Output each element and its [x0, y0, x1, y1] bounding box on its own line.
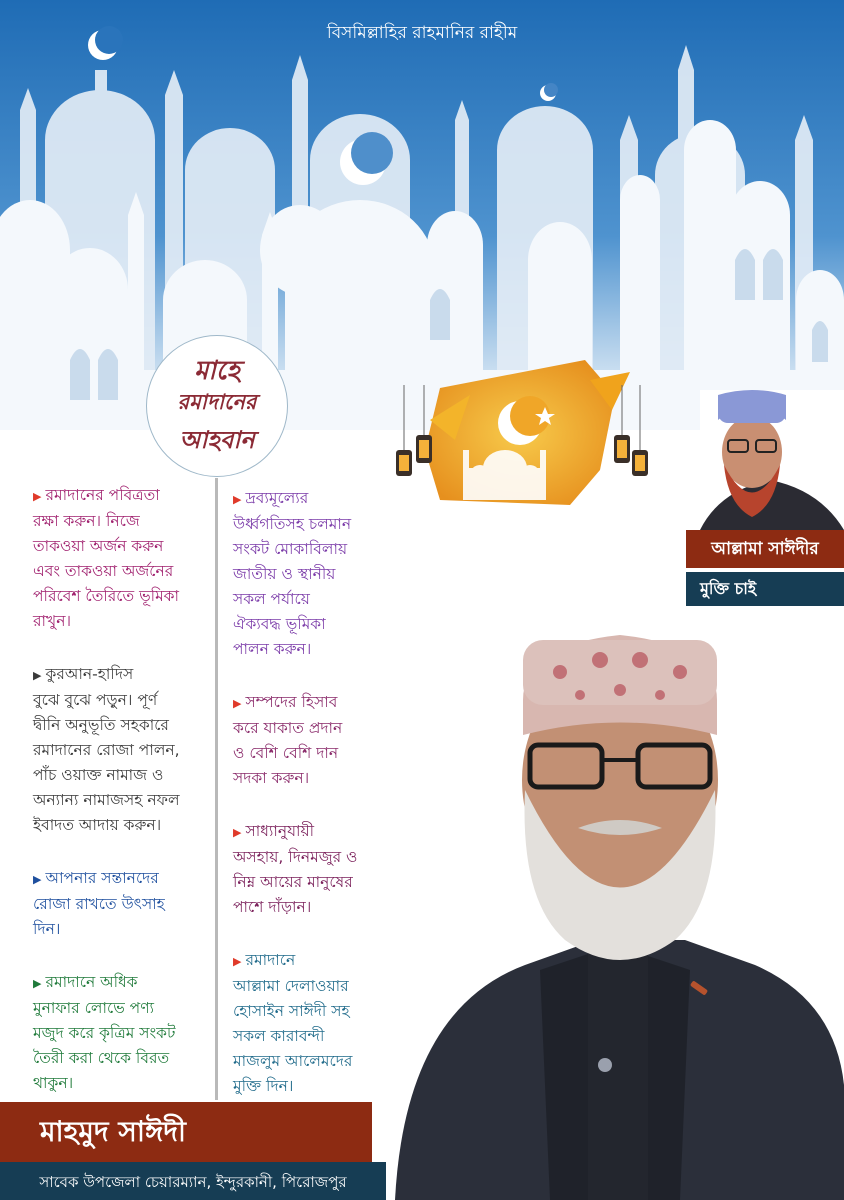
bismillah-text: বিসমিল্লাহির রাহমানির রাহীম [326, 23, 518, 43]
message-item [233, 819, 398, 920]
message-line: বুঝে বুঝে পড়ুন। পূর্ণ [33, 691, 158, 709]
left-column [33, 483, 213, 1124]
message-line: আল্লামা দেলাওয়ার [233, 977, 349, 995]
bullet-arrow-icon: ▶ [33, 490, 42, 503]
message-line: সকল পর্যায়ে [233, 590, 310, 608]
portrait-small [700, 390, 844, 530]
message-line [33, 866, 213, 892]
message-item [233, 690, 398, 791]
message-line: হোসাইন সাঈদী সহ [233, 1002, 350, 1020]
message-line: রমাদানের রোজা পালন, [33, 741, 180, 759]
bullet-arrow-icon: ▶ [233, 955, 242, 968]
portrait-main [395, 635, 844, 1200]
message-line: অসহায়, দিনমজুর ও [233, 848, 358, 866]
message-line: মজুদ করে কৃত্রিম সংকট [33, 1024, 176, 1042]
message-line: এবং তাকওয়া অর্জনের [33, 562, 174, 580]
message-line [233, 819, 398, 845]
bullet-arrow-icon: ▶ [233, 493, 242, 506]
designation-bar [0, 1162, 386, 1200]
message-line: পাঁচ ওয়াক্ত নামাজ ও [33, 766, 164, 784]
message-line [33, 483, 213, 509]
message-line: মুনাফার লোভে পণ্য [33, 999, 155, 1017]
bullet-arrow-icon: ▶ [233, 697, 242, 710]
message-line: পরিবেশ তৈরিতে ভূমিকা [33, 587, 180, 605]
message-line [233, 948, 398, 974]
message-line: ইবাদত আদায় করুন। [33, 816, 162, 834]
message-line: ও বেশি বেশি দান [233, 744, 339, 762]
message-line: তাকওয়া অর্জন করুন [33, 537, 164, 555]
message-line: উর্ধ্বগতিসহ চলমান [233, 515, 352, 533]
message-line: নিম্ন আয়ের মানুষের [233, 873, 353, 891]
message-item [33, 662, 213, 838]
message-item [33, 866, 213, 942]
bullet-arrow-icon: ▶ [33, 669, 42, 682]
message-text: সম্পদের হিসাব [245, 693, 338, 711]
message-line: পালন করুন। [233, 640, 312, 658]
message-line: সদকা করুন। [233, 769, 310, 787]
title-badge [146, 335, 288, 477]
message-line: পাশে দাঁড়ান। [233, 898, 312, 916]
title-line-1: মাহে [193, 356, 241, 386]
message-line: মাজলুম আলেমদের [233, 1052, 353, 1070]
message-line [33, 970, 213, 996]
message-text: রমাদানে [245, 951, 296, 969]
message-line: ঐক্যবদ্ধ ভূমিকা [233, 615, 326, 633]
message-item [233, 948, 398, 1099]
message-line [33, 662, 213, 688]
message-text: কুরআন-হাদিস [45, 665, 134, 683]
release-banner-line-1: আল্লামা সাঈদীর [686, 530, 844, 568]
name-bar [0, 1102, 372, 1162]
message-line: রাখুন। [33, 612, 71, 630]
message-line: রক্ষা করুন। নিজে [33, 512, 140, 530]
bullet-arrow-icon: ▶ [233, 826, 242, 839]
title-line-3: আহবান [179, 425, 255, 454]
right-column [233, 486, 398, 1127]
message-line: থাকুন। [33, 1074, 74, 1092]
title-line-2: রমাদানের [177, 389, 257, 414]
person-designation: সাবেক উপজেলা চেয়ারম্যান, ইন্দুরকানী, পিরোজপুর [39, 1173, 347, 1191]
message-line: সংকট মোকাবিলায় [233, 540, 348, 558]
message-line: সকল কারাবন্দী [233, 1027, 325, 1045]
message-item [233, 486, 398, 662]
message-line: দ্বীনি অনুভূতি সহকারে [33, 716, 169, 734]
bullet-arrow-icon: ▶ [33, 873, 42, 886]
message-line [233, 486, 398, 512]
message-line: মুক্তি দিন। [233, 1077, 294, 1095]
message-item [33, 970, 213, 1096]
message-line: দিন। [33, 920, 61, 938]
message-line: অন্যান্য নামাজসহ নফল [33, 791, 180, 809]
message-text: সাধ্যানুযায়ী [245, 822, 315, 840]
bullet-arrow-icon: ▶ [33, 977, 42, 990]
message-text: রমাদানে অধিক [45, 973, 138, 991]
message-text: দ্রব্যমূল্যের [245, 489, 309, 507]
message-line: করে যাকাত প্রদান [233, 719, 343, 737]
message-item [33, 483, 213, 634]
message-line: তৈরী করা থেকে বিরত [33, 1049, 170, 1067]
person-name: মাহমুদ সাঈদী [40, 1115, 186, 1148]
release-banner-line-2: মুক্তি চাই [686, 572, 844, 606]
message-line: জাতীয় ও স্থানীয় [233, 565, 336, 583]
message-text: রমাদানের পবিত্রতা [45, 486, 160, 504]
message-text: আপনার সন্তানদের [45, 869, 159, 887]
message-line [233, 690, 398, 716]
message-line: রোজা রাখতে উৎসাহ [33, 895, 165, 913]
